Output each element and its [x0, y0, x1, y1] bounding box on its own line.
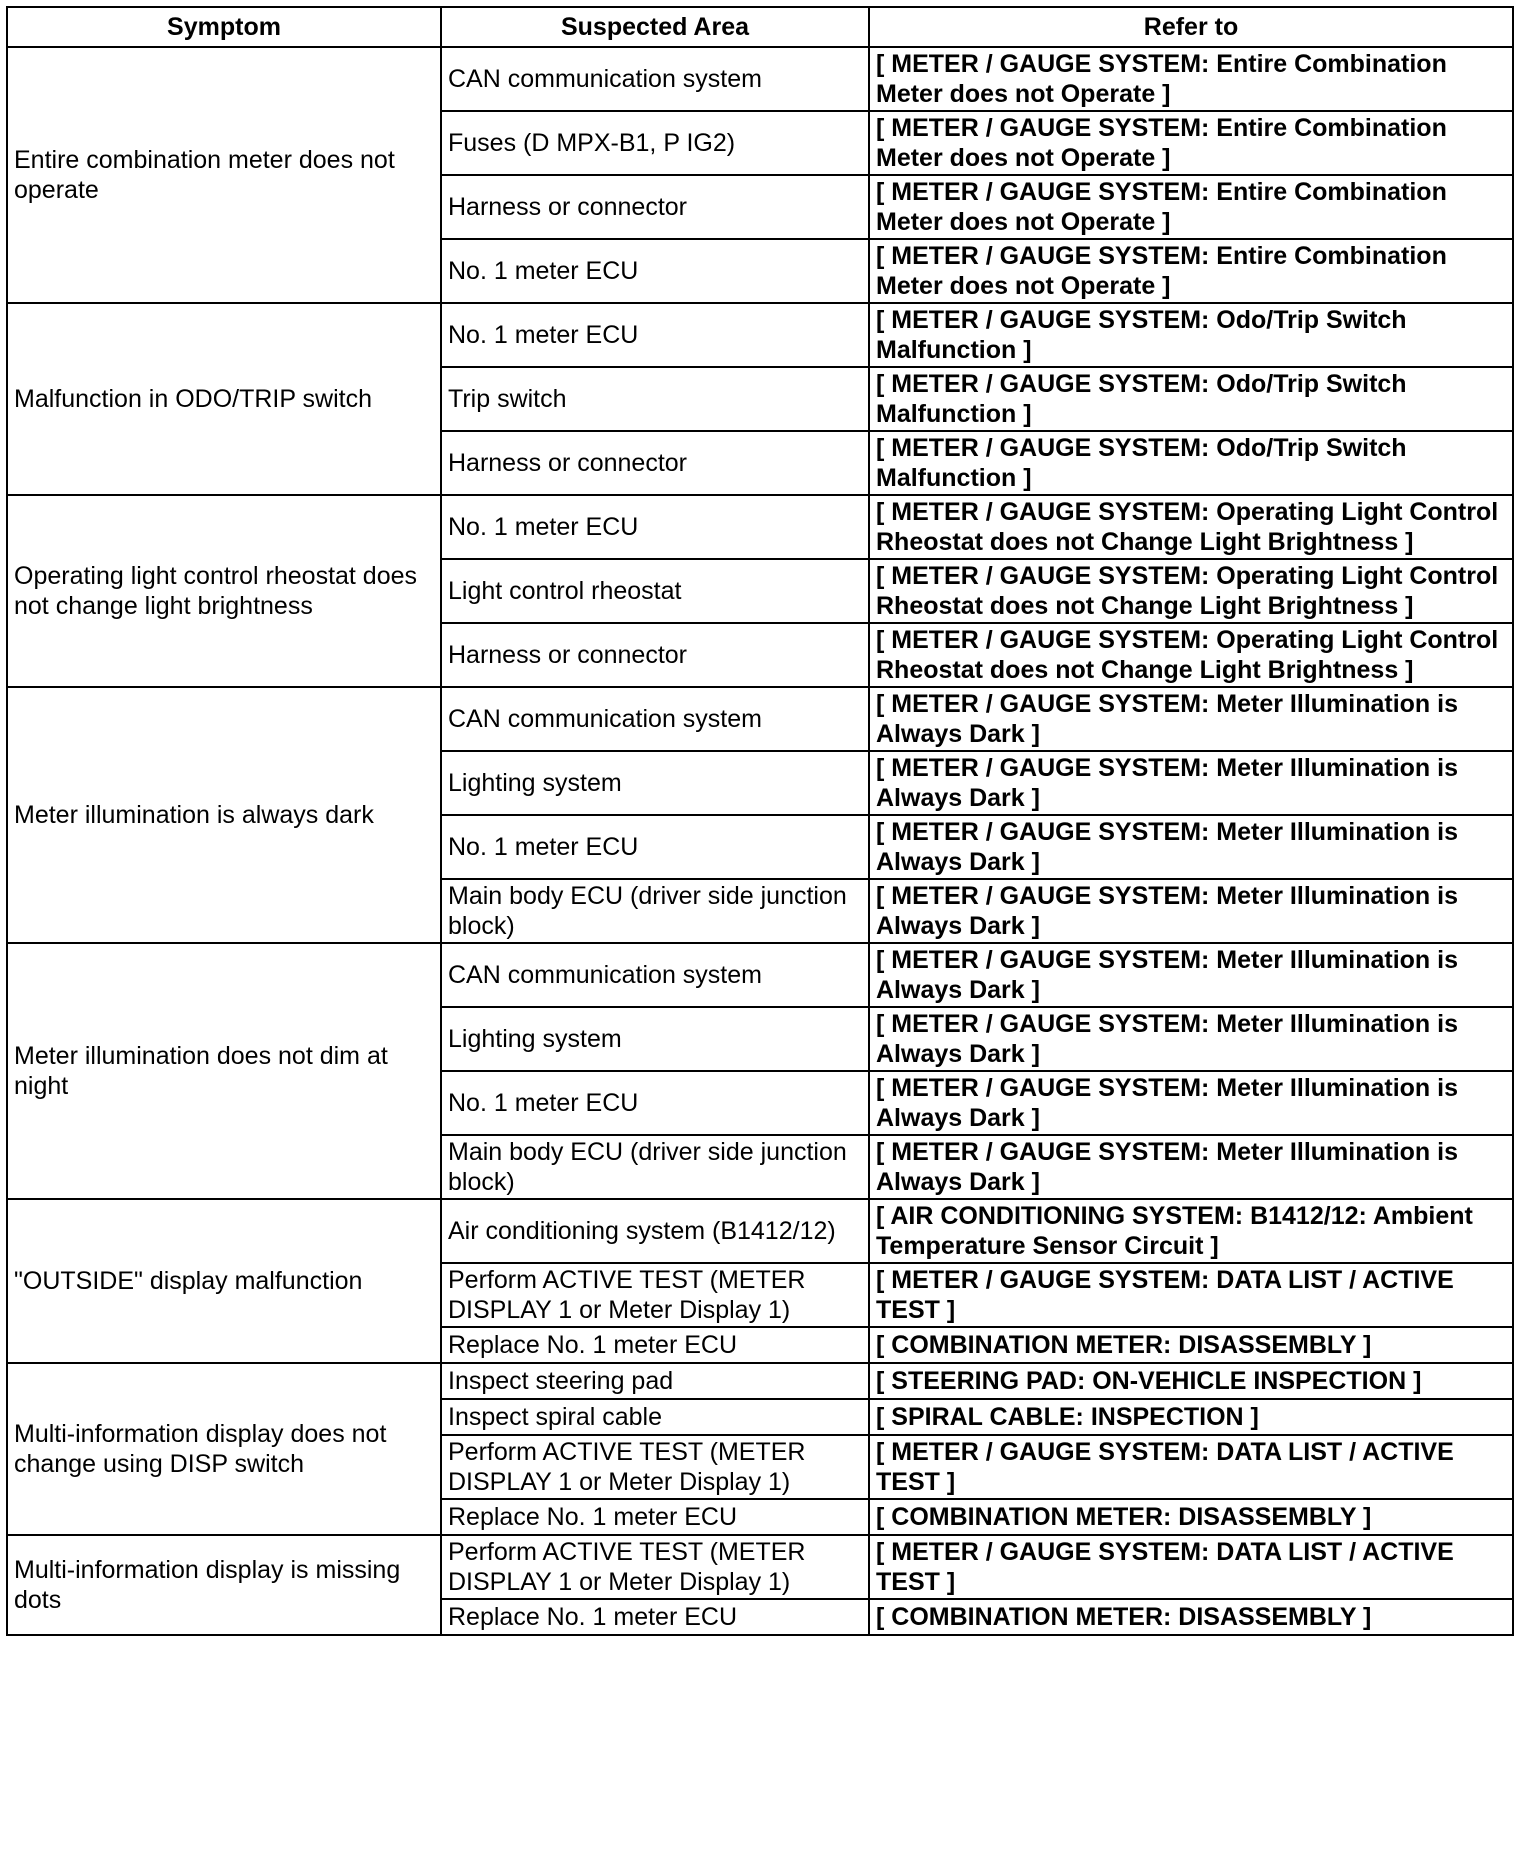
refer-to-cell: [ METER / GAUGE SYSTEM: DATA LIST / ACTIVE TEST ] [869, 1435, 1513, 1499]
table-row [7, 47, 1513, 111]
refer-to-cell: [ METER / GAUGE SYSTEM: Meter Illumination is Always Dark ] [869, 943, 1513, 1007]
suspected-area-cell: Air conditioning system (B1412/12) [441, 1199, 869, 1263]
symptom-cell: Multi-information display does not change using DISP switch [7, 1363, 441, 1535]
refer-to-cell: [ COMBINATION METER: DISASSEMBLY ] [869, 1499, 1513, 1535]
symptom-cell: Operating light control rheostat does not change light brightness [7, 495, 441, 687]
table-row [7, 495, 1513, 559]
refer-to-cell: [ METER / GAUGE SYSTEM: DATA LIST / ACTIVE TEST ] [869, 1535, 1513, 1599]
refer-to-cell: [ METER / GAUGE SYSTEM: Meter Illumination is Always Dark ] [869, 1007, 1513, 1071]
refer-to-cell: [ METER / GAUGE SYSTEM: Meter Illumination is Always Dark ] [869, 1135, 1513, 1199]
refer-to-cell: [ METER / GAUGE SYSTEM: Meter Illumination is Always Dark ] [869, 1071, 1513, 1135]
refer-to-cell: [ METER / GAUGE SYSTEM: DATA LIST / ACTIVE TEST ] [869, 1263, 1513, 1327]
table-row [7, 1535, 1513, 1599]
suspected-area-cell: Lighting system [441, 1007, 869, 1071]
refer-to-cell: [ COMBINATION METER: DISASSEMBLY ] [869, 1599, 1513, 1635]
refer-to-cell: [ METER / GAUGE SYSTEM: Entire Combination Meter does not Operate ] [869, 111, 1513, 175]
refer-to-cell: [ STEERING PAD: ON-VEHICLE INSPECTION ] [869, 1363, 1513, 1399]
refer-to-cell: [ METER / GAUGE SYSTEM: Operating Light Control Rheostat does not Change Light Brightness ] [869, 495, 1513, 559]
header-refer-to: Refer to [869, 7, 1513, 47]
symptom-cell: Meter illumination does not dim at night [7, 943, 441, 1199]
refer-to-cell: [ SPIRAL CABLE: INSPECTION ] [869, 1399, 1513, 1435]
refer-to-cell: [ COMBINATION METER: DISASSEMBLY ] [869, 1327, 1513, 1363]
suspected-area-cell: Perform ACTIVE TEST (METER DISPLAY 1 or Meter Display 1) [441, 1435, 869, 1499]
suspected-area-cell: CAN communication system [441, 943, 869, 1007]
suspected-area-cell: No. 1 meter ECU [441, 1071, 869, 1135]
suspected-area-cell: Main body ECU (driver side junction block) [441, 1135, 869, 1199]
table-row [7, 687, 1513, 751]
suspected-area-cell: No. 1 meter ECU [441, 239, 869, 303]
suspected-area-cell: CAN communication system [441, 687, 869, 751]
suspected-area-cell: CAN communication system [441, 47, 869, 111]
table-row [7, 303, 1513, 367]
refer-to-cell: [ METER / GAUGE SYSTEM: Meter Illumination is Always Dark ] [869, 687, 1513, 751]
suspected-area-cell: Inspect spiral cable [441, 1399, 869, 1435]
suspected-area-cell: Harness or connector [441, 431, 869, 495]
refer-to-cell: [ METER / GAUGE SYSTEM: Entire Combination Meter does not Operate ] [869, 47, 1513, 111]
suspected-area-cell: Perform ACTIVE TEST (METER DISPLAY 1 or Meter Display 1) [441, 1263, 869, 1327]
symptom-cell: Meter illumination is always dark [7, 687, 441, 943]
suspected-area-cell: Replace No. 1 meter ECU [441, 1327, 869, 1363]
table-row [7, 1199, 1513, 1263]
suspected-area-cell: Main body ECU (driver side junction block) [441, 879, 869, 943]
refer-to-cell: [ METER / GAUGE SYSTEM: Entire Combination Meter does not Operate ] [869, 239, 1513, 303]
refer-to-cell: [ AIR CONDITIONING SYSTEM: B1412/12: Ambient Temperature Sensor Circuit ] [869, 1199, 1513, 1263]
suspected-area-cell: Replace No. 1 meter ECU [441, 1599, 869, 1635]
table-row [7, 1363, 1513, 1399]
suspected-area-cell: Perform ACTIVE TEST (METER DISPLAY 1 or Meter Display 1) [441, 1535, 869, 1599]
symptom-cell: Entire combination meter does not operate [7, 47, 441, 303]
refer-to-cell: [ METER / GAUGE SYSTEM: Meter Illumination is Always Dark ] [869, 751, 1513, 815]
suspected-area-cell: Inspect steering pad [441, 1363, 869, 1399]
symptom-cell: "OUTSIDE" display malfunction [7, 1199, 441, 1363]
refer-to-cell: [ METER / GAUGE SYSTEM: Meter Illumination is Always Dark ] [869, 879, 1513, 943]
suspected-area-cell: Light control rheostat [441, 559, 869, 623]
suspected-area-cell: Lighting system [441, 751, 869, 815]
suspected-area-cell: No. 1 meter ECU [441, 303, 869, 367]
symptom-cell: Multi-information display is missing dots [7, 1535, 441, 1635]
refer-to-cell: [ METER / GAUGE SYSTEM: Operating Light Control Rheostat does not Change Light Brightness ] [869, 559, 1513, 623]
suspected-area-cell: Replace No. 1 meter ECU [441, 1499, 869, 1535]
refer-to-cell: [ METER / GAUGE SYSTEM: Odo/Trip Switch Malfunction ] [869, 303, 1513, 367]
header-suspected-area: Suspected Area [441, 7, 869, 47]
table-body [7, 47, 1513, 1635]
header-symptom: Symptom [7, 7, 441, 47]
table-row [7, 943, 1513, 1007]
suspected-area-cell: Trip switch [441, 367, 869, 431]
refer-to-cell: [ METER / GAUGE SYSTEM: Meter Illumination is Always Dark ] [869, 815, 1513, 879]
symptom-table [6, 6, 1514, 1636]
refer-to-cell: [ METER / GAUGE SYSTEM: Odo/Trip Switch Malfunction ] [869, 431, 1513, 495]
symptom-cell: Malfunction in ODO/TRIP switch [7, 303, 441, 495]
suspected-area-cell: Harness or connector [441, 623, 869, 687]
suspected-area-cell: No. 1 meter ECU [441, 815, 869, 879]
suspected-area-cell: Fuses (D MPX-B1, P IG2) [441, 111, 869, 175]
refer-to-cell: [ METER / GAUGE SYSTEM: Operating Light Control Rheostat does not Change Light Brightness ] [869, 623, 1513, 687]
refer-to-cell: [ METER / GAUGE SYSTEM: Entire Combination Meter does not Operate ] [869, 175, 1513, 239]
header-row [7, 7, 1513, 47]
refer-to-cell: [ METER / GAUGE SYSTEM: Odo/Trip Switch Malfunction ] [869, 367, 1513, 431]
suspected-area-cell: Harness or connector [441, 175, 869, 239]
suspected-area-cell: No. 1 meter ECU [441, 495, 869, 559]
